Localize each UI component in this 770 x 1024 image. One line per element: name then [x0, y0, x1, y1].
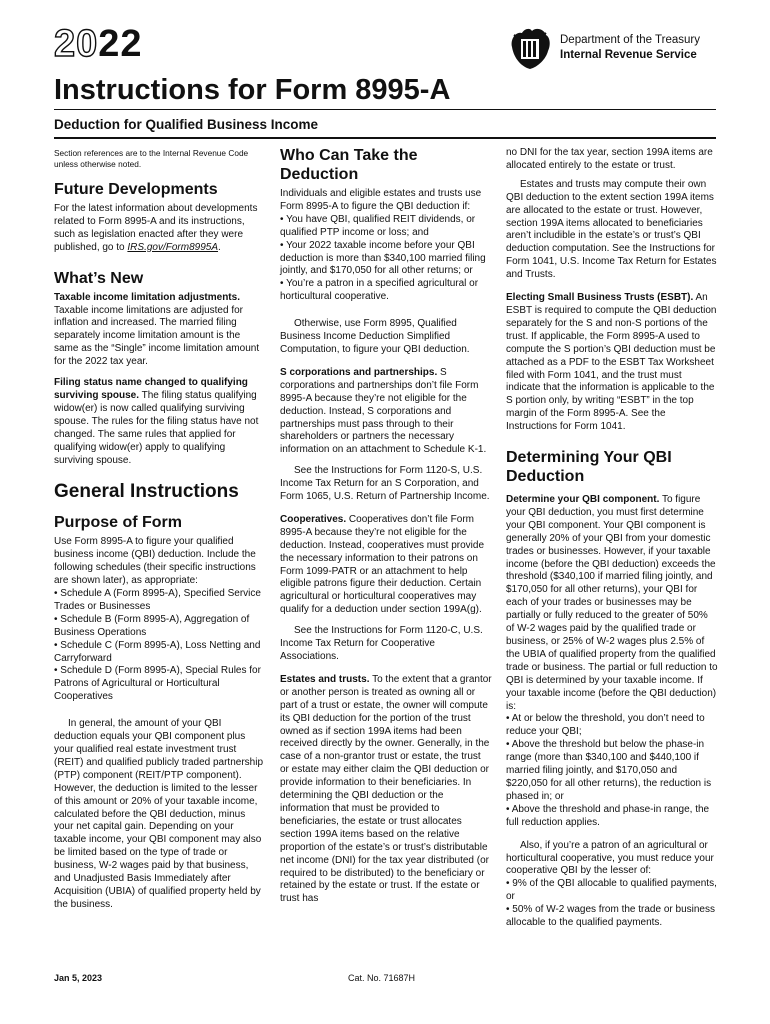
esbt-text: An ESBT is required to compute the QBI deduction separately for the S and non-S portions of the trust. If applicable, the Form 8995-A used to compute the S portion’s QBI deduction must be attached as a PDF to the ESBT Tax Worksheet filed with Form 1041, and the trust must indicate that the information is applicable to the S portion only, by writing “ESBT” in the top margin of the Form 8995-A. See the Instructions for Form 1041.: [506, 292, 717, 433]
list-item: • Schedule B (Form 8995-A), Aggregation of Business Operations: [54, 613, 250, 638]
who-list: [280, 214, 492, 304]
list-item: • You’re a patron in a specified agricultural or horticultural cooperative.: [280, 278, 479, 303]
lesser-bullet-2: 50% of W-2 wages from the trade or business allocable to the qualified payments.: [506, 904, 715, 929]
taxable-income-paragraph: [54, 292, 266, 369]
page-subtitle: Deduction for Qualified Business Income: [54, 117, 319, 132]
heading-future-developments: Future Developments: [54, 181, 218, 198]
coop-text: Cooperatives don’t file Form 8995-A because they’re not eligible for the deduction. Instead, cooperatives must provide the necessary information to their patrons on Form 1099-PATR or an attachment to help eligible patrons figure their deduction. Certain agricultural or horticultural cooperatives may qualify for a deduction under section 199A(g).: [280, 513, 485, 616]
who-bullet-2: Your 2022 taxable income before your QBI deduction is more than $340,100 married filing jointly, and $170,050 for all other returns; or: [280, 239, 486, 277]
list-item: • Schedule D (Form 8995-A), Special Rules for Patrons of Agricultural or Horticultural Cooperatives: [54, 665, 261, 703]
column-1: [54, 142, 266, 912]
determine-paragraph: [506, 494, 718, 713]
who-bullet-1: You have QBI, qualified REIT dividends, or qualified PTP income or loss; and: [280, 213, 476, 238]
filing-status-lead: Filing status name changed to qualifying surviving spouse.: [54, 377, 248, 401]
threshold-bullet-2: Above the threshold but below the phase-in range (more than $340,100 and $440,100 if married filing jointly, and $170,050 and $220,050 for all other returns), the reduction is phased in; or: [506, 739, 712, 802]
schedule-a-item: Schedule A (Form 8995-A), Specified Service Trades or Businesses: [54, 588, 261, 612]
column-2: [280, 142, 492, 906]
general-text: In general, the amount of your QBI deduction equals your QBI component plus your qualified real estate investment trust (REIT) and qualified publicly traded partnership (PTP) component (REIT/PTP component). However, the deduction is limited to the lesser of this amount or 20% of your taxable income, calculated before the QBI deduction, minus your net capital gain. Depending on your taxable income, your QBI component may also be limited based on the type of trade or business, W-2 wages paid by that business, and Unadjusted Basis Immediately after Acquisition (UBIA) of qualified property held by the business.: [54, 718, 263, 910]
estates-lead: Estates and trusts.: [280, 673, 370, 685]
coop-paragraph: [280, 514, 492, 617]
heading-purpose-of-form: Purpose of Form: [54, 514, 183, 532]
subtitle-rule: [54, 137, 716, 139]
determine-lead: Determine your QBI component.: [506, 494, 660, 506]
estates-compute-text: Estates and trusts may compute their own QBI deduction to the extent section 199A items are allocated to the estate or trust. However, section 199A items allocated to beneficiaries aren’t includible in the estate’s or trust’s QBI deduction computation. See the Instructions for Form 1041, U.S. Income Tax Return for Estates and Trusts.: [506, 178, 717, 281]
year-outline: 20: [54, 23, 99, 65]
who-bullet-3: You’re a patron in a specified agricultural or horticultural cooperative.: [280, 278, 479, 303]
agency-line-department: Department of the Treasury: [560, 34, 700, 46]
purpose-text: Use Form 8995-A to figure your qualified business income (QBI) deduction. Include the following schedules (their specific instructions are shown later), as appropriate:: [54, 536, 256, 587]
estates-text: To the extent that a grantor or another person is treated as owning all or part of a trust or estate, the owner will compute its QBI deduction for the portion of the trust owned as if section 199A items had been received directly by the owner. Generally, in the case of a non-grantor trust or estate, the trust or estate may either claim the QBI deduction or provide information to their beneficiaries. In determining the QBI deduction or the information that must be provided to beneficiaries, the estate or trust allocates section 199A items based on the relative proportion of the estate’s or trust’s distributable net income (DNI) for the tax year distributed (or required to be distributed) to the beneficiary or retained by the estate or trust. If the estate or trust has: [280, 673, 492, 905]
esbt-lead: Electing Small Business Trusts (ESBT).: [506, 292, 694, 304]
column-3: [506, 142, 718, 930]
list-item: • At or below the threshold, you don’t need to reduce your QBI;: [506, 713, 705, 738]
otherwise-text: Otherwise, use Form 8995, Qualified Business Income Deduction Simplified Computation, to figure your QBI deduction.: [280, 318, 470, 355]
heading-determining-qbi: Determining Your QBI Deduction: [506, 449, 672, 486]
heading-who-can-take: Who Can Take the Deduction: [280, 147, 418, 183]
schedules-list: [54, 588, 266, 704]
lesser-of-list: [506, 878, 718, 930]
threshold-bullet-1: At or below the threshold, you don’t need to reduce your QBI;: [506, 713, 705, 738]
coop-lead: Cooperatives.: [280, 513, 347, 525]
scorp-lead: S corporations and partnerships.: [280, 366, 438, 378]
year-solid: 22: [98, 23, 143, 65]
list-item: • You have QBI, qualified REIT dividends, or qualified PTP income or loss; and: [280, 213, 476, 238]
estates-continued-text: no DNI for the tax year, section 199A items are allocated entirely to the estate or trust.: [506, 147, 713, 171]
threshold-bullet-3: Above the threshold and phase-in range, the full reduction applies.: [506, 803, 710, 828]
schedule-b-item: Schedule B (Form 8995-A), Aggregation of Business Operations: [54, 613, 250, 638]
who-text: Individuals and eligible estates and trusts use Form 8995-A to figure the QBI deduction if:: [280, 188, 482, 212]
filing-status-paragraph: [54, 377, 266, 467]
heading-whats-new: What’s New: [54, 269, 144, 287]
list-item: • Schedule C (Form 8995-A), Loss Netting and Carryforward: [54, 639, 261, 664]
list-item: • Your 2022 taxable income before your QBI deduction is more than $340,100 married filing jointly, and $170,050 for all other returns; or: [280, 239, 486, 277]
scorp-paragraph: [280, 367, 492, 457]
catalog-number: Cat. No. 71687H: [348, 973, 416, 983]
agency-name: [560, 33, 700, 63]
irs-eagle-logo-icon: [508, 25, 552, 71]
schedule-d-item: Schedule D (Form 8995-A), Special Rules for Patrons of Agricultural or Horticultural Cooperatives: [54, 665, 261, 703]
scorp-text: S corporations and partnerships don’t file Form 8995-A because they’re not eligible for the deduction. Instead, S corporations and partnerships must pass through to their shareholders or partners the necessary information on an attachment to Schedule K-1.: [280, 366, 487, 456]
revision-date: Jan 5, 2023: [54, 973, 103, 983]
page-title: Instructions for Form 8995-A: [54, 74, 451, 106]
estates-paragraph: [280, 674, 492, 906]
section-references-note: Section references are to the Internal Revenue Code unless otherwise noted.: [54, 148, 249, 169]
cooperative-patron-text: Also, if you’re a patron of an agricultural or horticultural cooperative, you must reduce your cooperative QBI by the lesser of:: [506, 839, 714, 877]
list-item: • 50% of W-2 wages from the trade or business allocable to the qualified payments.: [506, 904, 715, 929]
schedule-c-item: Schedule C (Form 8995-A), Loss Netting and Carryforward: [54, 639, 261, 664]
list-item: • 9% of the QBI allocable to qualified payments, or: [506, 878, 717, 903]
top-rule: [54, 109, 716, 110]
list-item: • Schedule A (Form 8995-A), Specified Service Trades or Businesses: [54, 588, 261, 612]
scorp-see-text: See the Instructions for Form 1120-S, U.S. Income Tax Return for an S Corporation, and Form 1065, U.S. Return of Partnership Income.: [280, 465, 490, 503]
heading-general-instructions: General Instructions: [54, 481, 239, 503]
irs-form8995a-link[interactable]: IRS.gov/Form8995A: [127, 241, 219, 253]
determine-text: To figure your QBI deduction, you must first determine your QBI component. Your QBI component is generally 20% of your QBI from your domestic trades or businesses. However, if your taxable income (before the QBI deduction) exceeds the threshold ($340,100 if married filing jointly, and $170,050 for all other returns), your QBI for each of your trades or businesses may be partially or fully reduced to the greater of 50% of W-2 wages paid by the qualified trade or business, or 25% of W-2 wages plus 2.5% of the UBIA of qualified property from the qualified trade or business. The partial or full reduction to QBI is determined by your taxable income. If your taxable income (before the QBI deduction) is:: [506, 494, 718, 712]
list-item: • Above the threshold and phase-in range, the full reduction applies.: [506, 803, 710, 828]
future-text: For the latest information about developments related to Form 8995-A and its instructions, such as legislation enacted after they were published, go to: [54, 203, 258, 253]
lesser-bullet-1: 9% of the QBI allocable to qualified payments, or: [506, 878, 717, 903]
taxable-income-lead: Taxable income limitation adjustments.: [54, 291, 240, 303]
taxable-income-text: Taxable income limitations are adjusted for inflation and increased. The married filing separately income limitation amount is the same as the “Single” income limitation amount for the 2022 tax year.: [54, 304, 260, 368]
coop-see-text: See the Instructions for Form 1120-C, U.S. Income Tax Return for Cooperative Associations.: [280, 625, 483, 662]
list-item: • Above the threshold but below the phase-in range (more than $340,100 and $440,100 if married filing jointly, and $170,050 and $220,050 for all other returns), the reduction is phased in; or: [506, 739, 712, 802]
future-developments-text: For the latest information about developments related to Form 8995-A and its instructions, such as legislation enacted after they were published, go to IRS.gov/Form8995A.: [54, 203, 258, 253]
filing-status-text: The filing status qualifying widow(er) is now called qualifying surviving spouse. The rules for the filing status have not changed. The same rules that applied for qualifying widow(er) apply to qualifying surviving spouse.: [54, 389, 259, 466]
esbt-paragraph: [506, 292, 718, 434]
threshold-list: [506, 713, 718, 829]
agency-line-irs: Internal Revenue Service: [560, 49, 697, 61]
form-year: [54, 24, 143, 64]
